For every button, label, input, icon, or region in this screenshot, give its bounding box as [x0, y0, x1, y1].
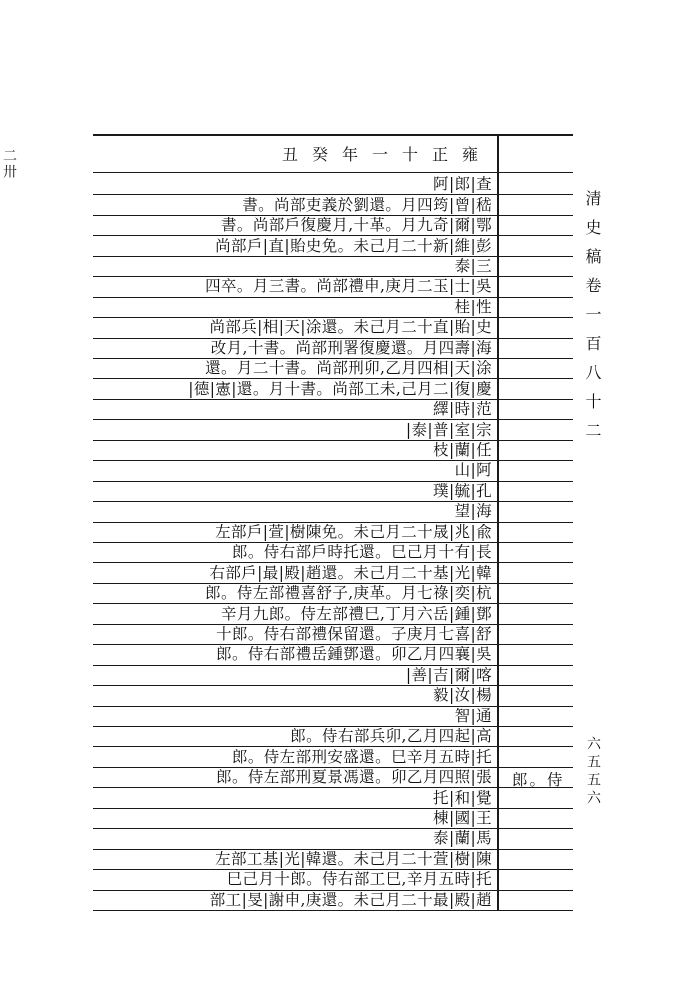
- table-row: 泰|三: [454, 257, 492, 275]
- table-row: 毅|汝|楊: [433, 686, 492, 705]
- table-row: 郎。侍左部刑安盛還。巳辛月五時|托: [231, 747, 492, 766]
- table-row: 右部戶|最|殿|趙還。未己月二十基|光|韓: [209, 563, 492, 582]
- table-row: 智|通: [454, 706, 492, 725]
- table-row: 書。尚部戶復慶月,十革。月九奇|爾|鄂: [221, 216, 492, 235]
- page-number: 六五五六: [585, 736, 601, 808]
- table-row: 巳己月十郎。侍右部工巳,辛月五時|托: [226, 870, 492, 889]
- table-row: 左部工基|光|韓還。未己月二十萱|樹|陳: [215, 849, 492, 868]
- table-row: 繹|時|范: [433, 400, 492, 419]
- table-row: 山|阿: [454, 461, 492, 480]
- table-row: 郎。侍左部禮喜舒子,庚革。月七祿|奕|杭: [205, 584, 492, 603]
- table-row: 尚部戶|直|貽史免。未己月二十新|維|彭: [215, 236, 492, 255]
- top-rule: [93, 134, 573, 136]
- table-row: 郎。侍右部禮岳鍾鄧還。卯乙月四襄|吳: [216, 645, 492, 664]
- table-row: |德|憲|還。月十書。尚部工未,己月二|復|慶: [188, 379, 492, 398]
- table-row: 枝|蘭|任: [433, 441, 492, 459]
- table-row: 十郎。侍右部禮保留還。子庚月七喜|舒: [216, 625, 492, 643]
- table-row: 阿|郎|查: [433, 175, 492, 194]
- table-row: 郎。侍右部兵卯,乙月四起|高: [290, 727, 492, 746]
- margin-mark: 二卅: [1, 148, 17, 180]
- table-row: 四卒。月三書。尚部禮申,庚月二玉|士|吳: [205, 277, 492, 296]
- header-rule: [93, 172, 573, 173]
- table-row: 桂|性: [454, 297, 492, 316]
- year-header: 丑癸年一十正雍: [281, 145, 492, 164]
- table-row: 部工|旻|謝申,庚還。未己月二十最|殿|趙: [209, 890, 492, 909]
- table-row: 郎。侍右部戶時托還。巳己月十有|長: [231, 543, 492, 562]
- table-row: 辛月九郎。侍左部禮巳,丁月六岳|鍾|鄧: [221, 604, 492, 623]
- bottom-rule: [93, 910, 573, 911]
- table-row: 棟|國|王: [433, 809, 492, 827]
- table-row: 托|和|覺: [433, 788, 492, 807]
- table-row: 還。月二十書。尚部刑卯,乙月四相|天|涂: [205, 359, 492, 378]
- table-row: 書。尚部吏義於劉還。月四筠|曾|嵇: [242, 195, 492, 214]
- table-row: 郎。侍左部刑夏景馮還。卯乙月四照|張: [216, 768, 492, 787]
- table-border-right: [573, 135, 574, 910]
- table-row: |善|吉|爾|喀: [405, 665, 492, 684]
- table-row: 泰|蘭|馬: [433, 829, 492, 848]
- table-row: 改月,十書。尚部刑署復慶還。月四壽|海: [210, 338, 492, 357]
- side-note: 郎。侍: [512, 771, 565, 789]
- table-row: 左部戶|萱|樹陳免。未己月二十晟|兆|兪: [215, 522, 492, 541]
- book-title: 清史稿卷一百八十二: [583, 190, 602, 451]
- table-row: 望|海: [454, 502, 492, 521]
- table-row: 尚部兵|相|天|涂還。未己月二十直|貽|史: [209, 318, 492, 337]
- table-row: |泰|普|室|宗: [405, 420, 492, 439]
- table-row: 璞|毓|孔: [433, 481, 492, 500]
